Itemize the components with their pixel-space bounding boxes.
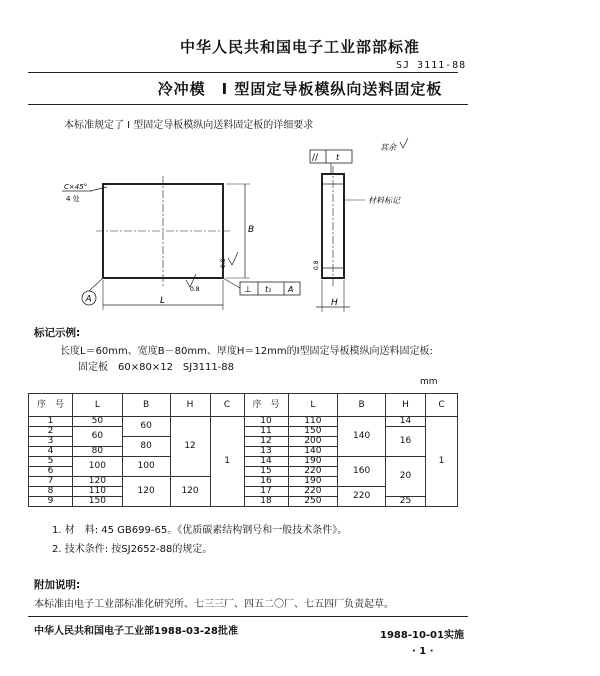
cell-c: 1 [210, 417, 244, 507]
dim-b-label: B [248, 225, 255, 235]
perp-tolerance: t₁ [265, 285, 272, 294]
material-note: 材料标记 [368, 196, 400, 205]
header-no: 序 号 [29, 394, 73, 417]
chamfer-label: C×45° [64, 183, 88, 191]
cell-c: 1 [425, 417, 457, 507]
page-number: · 1 · [412, 646, 434, 657]
row-no: 17 [244, 487, 288, 497]
cell-l: 250 [288, 497, 338, 507]
cell-l: 100 [72, 457, 122, 477]
marking-line-2: 固定板 60×80×12 SJ3111-88 [78, 362, 235, 373]
title-divider [28, 104, 468, 105]
row-no: 11 [244, 427, 288, 437]
row-no: 16 [244, 477, 288, 487]
cell-l: 110 [72, 487, 122, 497]
document-title: 冷冲模 I 型固定导板模纵向送料固定板 [157, 80, 443, 98]
cell-l: 190 [288, 477, 338, 487]
appendix-heading: 附加说明: [34, 579, 81, 591]
row-no: 8 [29, 487, 73, 497]
cell-l: 150 [72, 497, 122, 507]
row-no: 4 [29, 447, 73, 457]
cell-b: 140 [338, 417, 386, 457]
row-no: 3 [29, 437, 73, 447]
row-no: 7 [29, 477, 73, 487]
approval-date: 中华人民共和国电子工业部1988-03-28批准 [34, 626, 238, 637]
header-c-2: C [425, 394, 457, 417]
cell-h: 25 [386, 497, 426, 507]
header-l: L [72, 394, 122, 417]
header-h-2: H [386, 394, 426, 417]
intro-text: 本标准规定了 I 型固定导板模纵向送料固定板的详细要求 [64, 120, 314, 131]
table-row [29, 417, 458, 427]
dim-h-label: H [331, 298, 338, 308]
row-no: 13 [244, 447, 288, 457]
datum-a-label: A [85, 294, 92, 305]
roughness-bottom-value: 0.8 [190, 286, 200, 293]
row-no: 9 [29, 497, 73, 507]
cell-l: 150 [288, 427, 338, 437]
row-no: 2 [29, 427, 73, 437]
row-no: 5 [29, 457, 73, 467]
unit-label: mm [420, 377, 438, 387]
cell-l: 110 [288, 417, 338, 427]
roughness-symbol-right [228, 252, 238, 265]
cell-b: 80 [122, 437, 170, 457]
cell-b: 100 [122, 457, 170, 477]
cell-l: 120 [72, 477, 122, 487]
note-1: 1. 材 料: 45 GB699-65。《优质碳素结构钢号和一般技术条件》。 [52, 525, 348, 536]
appendix-text: 本标准由电子工业部标准化研究所、七三三厂、四五二〇厂、七五四厂负责起草。 [34, 599, 394, 610]
row-no: 1 [29, 417, 73, 427]
perp-leader [223, 278, 240, 288]
datum-leader [89, 278, 103, 291]
row-no: 6 [29, 467, 73, 477]
marking-line-1: 长度L＝60mm、宽度B－80mm、厚度H＝12mm的Ⅰ型固定导板模纵向送料固定板: [60, 346, 433, 357]
table-header-row [29, 394, 458, 417]
header-c: C [210, 394, 244, 417]
row-no: 14 [244, 457, 288, 467]
cell-b: 60 [122, 417, 170, 437]
cell-l: 200 [288, 437, 338, 447]
perp-datum: A [288, 285, 294, 294]
header-b-2: B [338, 394, 386, 417]
roughness-other-label: 其余 [380, 143, 396, 152]
cell-h: 20 [386, 457, 426, 497]
cell-l: 220 [288, 487, 338, 497]
marking-heading: 标记示例: [34, 327, 81, 339]
parallel-symbol: // [312, 153, 319, 163]
cell-h: 120 [170, 477, 210, 507]
perp-symbol: ⊥ [244, 285, 252, 295]
chamfer-count: 4 处 [66, 195, 80, 203]
cell-l: 190 [288, 457, 338, 467]
row-no: 10 [244, 417, 288, 427]
header-divider [28, 72, 458, 73]
row-no: 12 [244, 437, 288, 447]
cell-l: 50 [72, 417, 122, 427]
header-no-2: 序 号 [244, 394, 288, 417]
dim-l-label: L [160, 296, 166, 306]
spec-table [28, 393, 458, 507]
cell-l: 60 [72, 427, 122, 447]
roughness-right-value: 0.8 [220, 258, 227, 268]
standard-code: SJ 3111-88 [396, 60, 467, 71]
roughness-side-value: 0.8 [313, 260, 320, 270]
cell-b: 120 [122, 477, 170, 507]
row-no: 18 [244, 497, 288, 507]
effective-date: 1988-10-01实施 [380, 630, 464, 641]
cell-h: 14 [386, 417, 426, 427]
cell-l: 80 [72, 447, 122, 457]
footer-divider [28, 616, 468, 617]
parallel-tolerance: t [336, 153, 340, 162]
header-l-2: L [288, 394, 338, 417]
technical-drawing [0, 130, 600, 320]
roughness-other-symbol [400, 138, 408, 148]
ministry-header: 中华人民共和国电子工业部部标准 [179, 38, 420, 56]
cell-b: 160 [338, 457, 386, 487]
header-b: B [122, 394, 170, 417]
cell-h: 16 [386, 427, 426, 457]
chamfer-leader [90, 187, 107, 191]
cell-h: 12 [170, 417, 210, 477]
cell-l: 220 [288, 467, 338, 477]
header-h: H [170, 394, 210, 417]
cell-l: 140 [288, 447, 338, 457]
note-2: 2. 技术条件: 按SJ2652-88的规定。 [52, 544, 213, 555]
cell-b: 220 [338, 487, 386, 507]
row-no: 15 [244, 467, 288, 477]
